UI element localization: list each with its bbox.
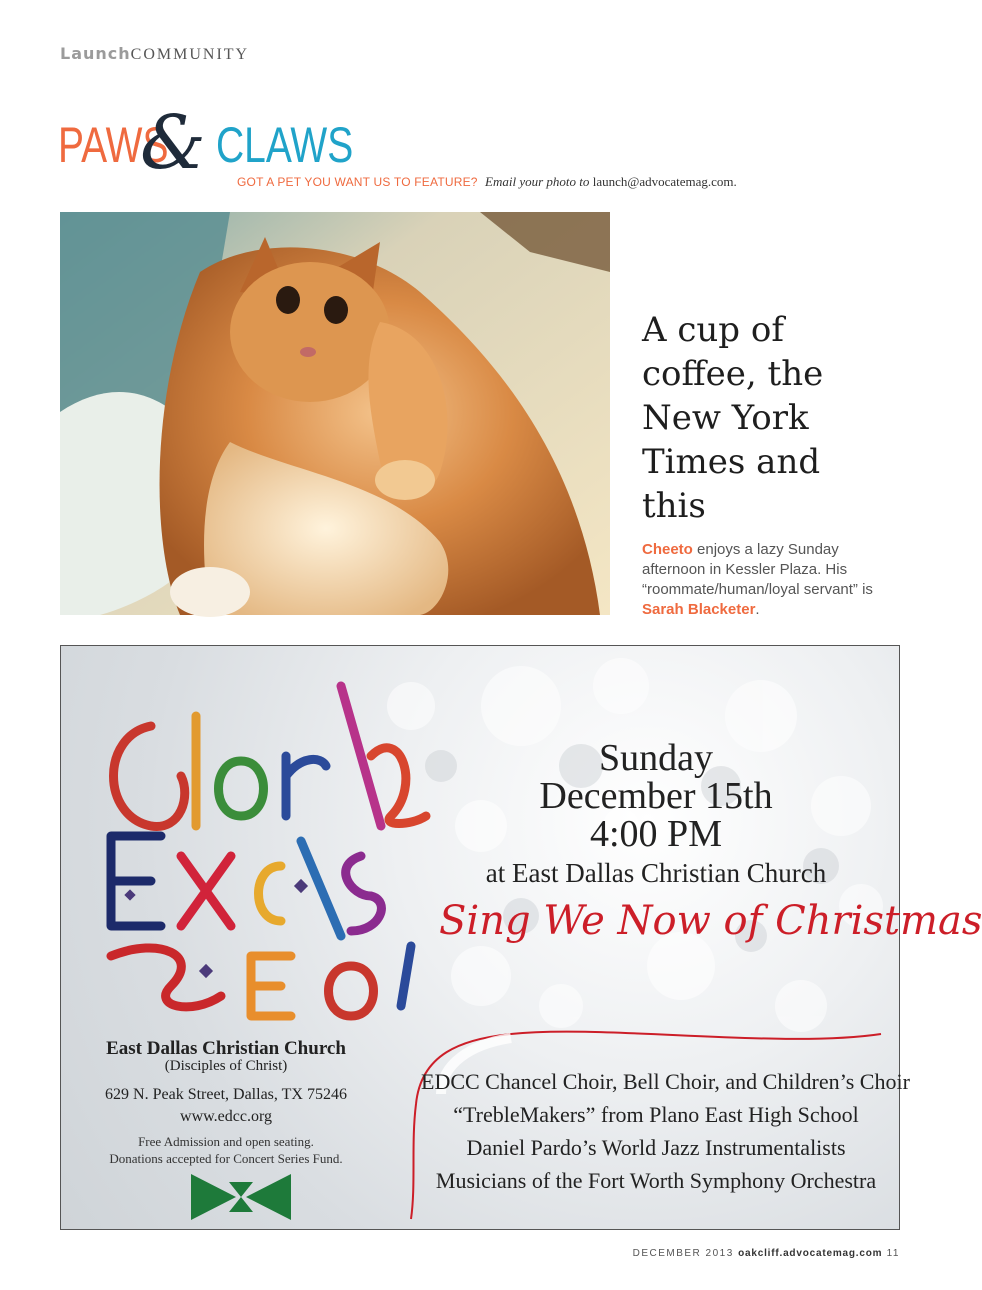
- caption-text-1: enjoys a lazy Sunday afternoon in Kessler Plaza. His “roommate/human/loyal servant” is: [642, 541, 873, 598]
- tagline: [237, 174, 737, 190]
- page-footer: [633, 1248, 900, 1259]
- concert-advertisement: [60, 645, 982, 1230]
- masthead-paws: PAWS: [58, 117, 169, 173]
- church-name: East Dallas Christian Church: [106, 1038, 346, 1059]
- feature-caption: [642, 540, 902, 620]
- event-date: December 15th: [539, 775, 773, 817]
- section-name: COMMUNITY: [130, 46, 250, 63]
- page-number: 11: [886, 1248, 900, 1259]
- tagline-ask: GOT A PET YOU WANT US TO FEATURE?: [237, 175, 478, 189]
- pet-name: Cheeto: [642, 541, 693, 558]
- issue-date: DECEMBER 2013: [632, 1248, 734, 1259]
- event-venue: at East Dallas Christian Church: [485, 858, 827, 888]
- cat-photo-illustration: [60, 212, 610, 615]
- church-logo-icon: [191, 1174, 291, 1220]
- masthead-claws: CLAWS: [216, 117, 354, 173]
- event-time: 4:00 PM: [590, 813, 722, 855]
- event-title: Sing We Now of Christmas: [439, 898, 982, 944]
- owner-name: Sarah Blacketer: [642, 601, 756, 618]
- feature-headline: A cup of coffee, the New York Times and this: [642, 310, 824, 526]
- admission-note: Free Admission and open seating.: [138, 1134, 314, 1149]
- section-prefix: Launch: [60, 44, 131, 63]
- church-denomination: (Disciples of Christ): [164, 1058, 288, 1074]
- performer-3: Daniel Pardo’s World Jazz Instrumentalists: [466, 1135, 846, 1160]
- tagline-email-prompt: Email your photo to: [485, 174, 590, 189]
- section-label: [60, 44, 249, 64]
- masthead-ampersand: &: [140, 100, 206, 186]
- footer-website[interactable]: oakcliff.advocatemag.com: [738, 1248, 883, 1259]
- caption-text-2: .: [755, 601, 760, 618]
- gloria-in-excelsis-deo-lettering: [81, 666, 451, 1036]
- event-day: Sunday: [599, 737, 713, 779]
- performer-2: “TrebleMakers” from Plano East High School: [453, 1102, 859, 1127]
- tagline-email-address[interactable]: launch@advocatemag.com.: [592, 174, 737, 189]
- performer-1: EDCC Chancel Choir, Bell Choir, and Children’s Choir: [421, 1069, 910, 1094]
- church-address: 629 N. Peak Street, Dallas, TX 75246: [105, 1086, 347, 1103]
- cat-photo: [60, 212, 610, 615]
- church-website[interactable]: www.edcc.org: [180, 1108, 272, 1125]
- donation-note: Donations accepted for Concert Series Fund.: [109, 1151, 343, 1166]
- performer-4: Musicians of the Fort Worth Symphony Orchestra: [435, 1168, 877, 1193]
